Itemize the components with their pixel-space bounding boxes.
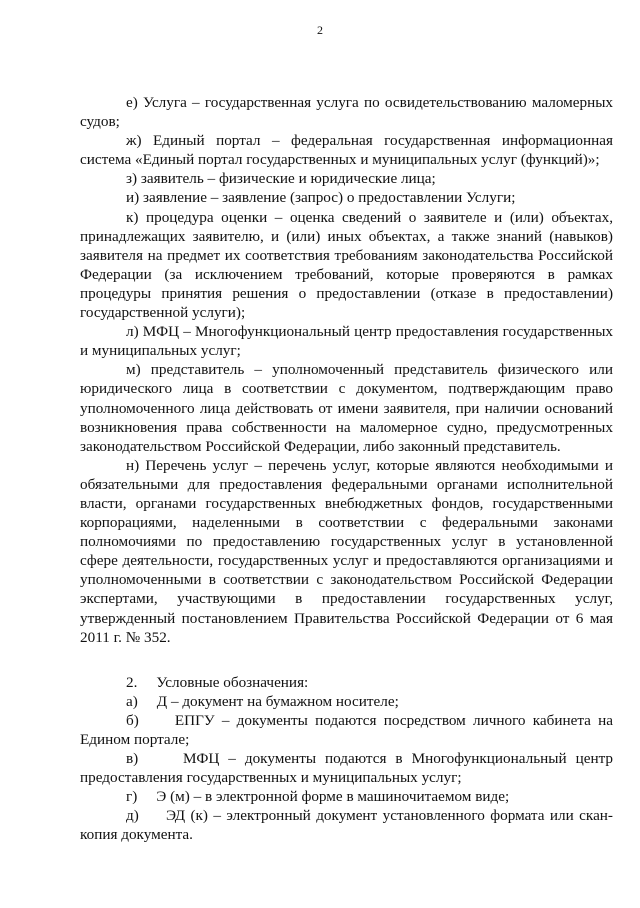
notation-g: г) Э (м) – в электронной форме в машиночитаемом виде;	[126, 788, 510, 806]
page-number: 2	[317, 23, 323, 37]
section-title: 2. Условные обозначения:	[126, 673, 309, 691]
definition-l: л) МФЦ – Многофункциональный центр предоставления государственных и муниципальных услуг;	[80, 323, 613, 360]
notation-d: д) ЭД (к) – электронный документ установленного формата или скан-копия документа.	[80, 807, 613, 844]
definition-k: к) процедура оценки – оценка сведений о заявителе и (или) объектах, принадлежащих заявителю, и (или) иных объектах, а также знаний (навыков) заявителя на предмет их соответствия требованиям законодательства Российской Федерации (за исключением требований, которые проверяются в рамках процедуры принятия решения о предоставлении (отказе в предоставлении) государственной услуги);	[80, 208, 613, 322]
notation-v: в) МФЦ – документы подаются в Многофункциональный центр предоставления государственных и муниципальных услуг;	[80, 750, 613, 787]
definition-zh: ж) Единый портал – федеральная государственная информационная система «Единый портал государственных и муниципальных услуг (функций)»;	[80, 132, 613, 169]
definition-i: и) заявление – заявление (запрос) о предоставлении Услуги;	[126, 189, 516, 207]
document-body	[80, 93, 613, 845]
definition-m: м) представитель – уполномоченный представитель физического или юридического лица в соответствии с документом, подтверждающим право уполномоченного лица действовать от имени заявителя, при наличии оснований возникновения права собственности на маломерное судно, предусмотренных законодательством Российской Федерации, либо законный представитель.	[80, 361, 613, 455]
definition-n: н) Перечень услуг – перечень услуг, которые являются необходимыми и обязательными для предоставления федеральными органами исполнительной власти, органами государственных внебюджетных фондов, государственными корпорациями, наделенными в соответствии с федеральными законами полномочиями по предоставлению государственных услуг в установленной сфере деятельности, государственных услуг и предоставляются организациями и уполномоченными в соответствии с законодательством Российской Федерации экспертами, участвующими в предоставлении государственных услуг, утвержденный постановлением Правительства Российской Федерации от 6 мая 2011 г. № 352.	[80, 456, 613, 646]
section-spacer	[80, 647, 613, 673]
definition-z: з) заявитель – физические и юридические лица;	[126, 170, 436, 188]
notation-b: б) ЕПГУ – документы подаются посредством личного кабинета на Едином портале;	[80, 711, 613, 748]
definition-e: е) Услуга – государственная услуга по освидетельствованию маломерных судов;	[80, 94, 613, 131]
notation-a: а) Д – документ на бумажном носителе;	[126, 692, 399, 710]
